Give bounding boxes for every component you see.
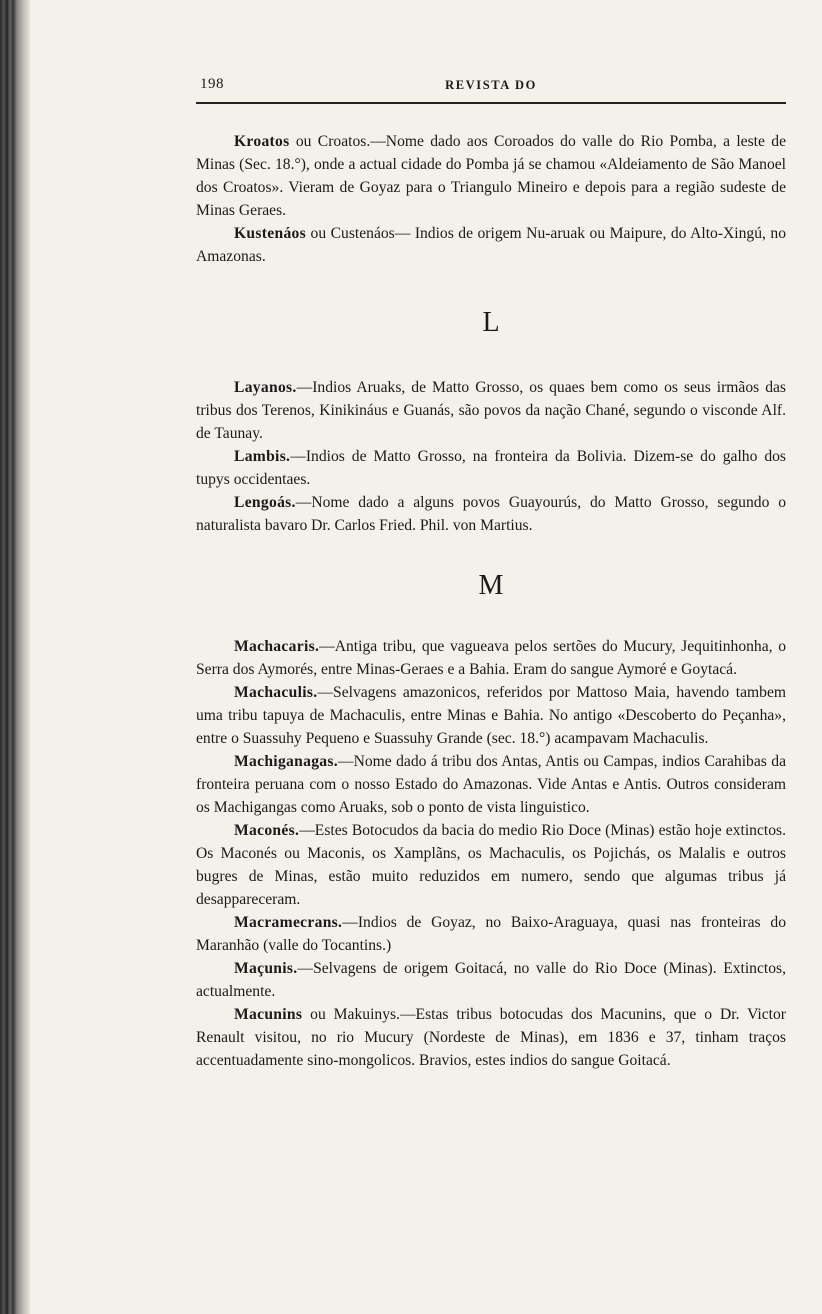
entry-headword: Macramecrans. [234, 914, 343, 931]
entry-macones [196, 819, 786, 911]
page-body [196, 130, 786, 1072]
entry-headword: Machaculis. [234, 684, 318, 701]
entry-headword: Layanos. [234, 379, 297, 396]
entry-headword: Kroatos [234, 133, 290, 150]
entry-text: —Nome dado á tribu dos Antas, Antis ou Campas, indios Carahibas da fronteira peruana com o nosso Estado do Amazonas. Vide Antas e Antis. Outros consideram os Machigangas como Aruaks, sob o ponto de vista linguistico. [196, 753, 786, 816]
entry-headword: Machacaris. [234, 638, 320, 655]
letter-heading-m: M [478, 570, 504, 601]
entry-kroatos [196, 130, 786, 222]
entry-text: —Indios de Matto Grosso, na fronteira da Bolivia. Dizem-se do galho dos tupys occidentaes. [196, 448, 786, 488]
entry-text: —Indios Aruaks, de Matto Grosso, os quaes bem como os seus irmãos das tribus dos Terenos, Kinikináus e Guanás, são povos da nação Chané, segundo o visconde Alf. de Taunay. [196, 379, 786, 442]
entry-kustenaos [196, 222, 786, 268]
entry-text: —Nome dado a alguns povos Guayourús, do Matto Grosso, segundo o naturalista bavaro Dr. Carlos Fried. Phil. von Martius. [196, 494, 786, 534]
entry-lengoas [196, 491, 786, 537]
entry-text: —Antiga tribu, que vagueava pelos sertões do Mucury, Jequitinhonha, o Serra dos Aymorés, entre Minas-Geraes e a Bahia. Eram do sangue Aymoré e Goytacá. [196, 638, 786, 678]
entry-headword: Kustenáos [234, 225, 307, 242]
letter-heading-l: L [482, 307, 500, 338]
page [196, 74, 786, 1072]
book-binding-edge [0, 0, 30, 1314]
entry-text: —Selvagens de origem Goitacá, no valle do Rio Doce (Minas). Extinctos, actualmente. [196, 960, 786, 1000]
entry-machacaris [196, 635, 786, 681]
entry-macunins [196, 1003, 786, 1072]
entry-text: ou Custenáos— Indios de origem Nu-aruak ou Maipure, do Alto-Xingú, no Amazonas. [196, 225, 786, 265]
page-number: 198 [200, 76, 224, 92]
entry-text: ou Makuinys.—Estas tribus botocudas dos Macunins, que o Dr. Victor Renault visitou, no rio Mucury (Nordeste de Minas), em 1836 e 37, tinham traços accentuadamente sino-mongolicos. Bravios, estes indios do sangue Goitacá. [196, 1006, 786, 1069]
entry-headword: Lengoás. [234, 494, 296, 511]
entry-machiganagas [196, 750, 786, 819]
entry-machaculis [196, 681, 786, 750]
entry-layanos [196, 376, 786, 445]
entry-lambis [196, 445, 786, 491]
header-rule [196, 102, 786, 104]
entry-headword: Maconés. [234, 822, 300, 839]
entry-headword: Macunins [234, 1006, 303, 1023]
entry-macunis [196, 957, 786, 1003]
entry-text: —Indios de Goyaz, no Baixo-Araguaya, quasi nas fronteiras do Maranhão (valle do Tocantins.) [196, 914, 786, 954]
entry-headword: Maçunis. [234, 960, 298, 977]
entry-text: —Selvagens amazonicos, referidos por Mattoso Maia, havendo tambem uma tribu tapuya de Machaculis, entre Minas e Bahia. No antigo «Descoberto do Peçanha», entre o Suassuhy Pequeno e Suassuhy Grande (sec. 18.°) acampavam Machaculis. [196, 684, 786, 747]
running-title: REVISTA DO [445, 78, 537, 92]
page-header [196, 74, 786, 96]
entry-macramecrans [196, 911, 786, 957]
entry-text: ou Croatos.—Nome dado aos Coroados do valle do Rio Pomba, a leste de Minas (Sec. 18.°), onde a actual cidade do Pomba já se chamou «Aldeiamento de São Manoel dos Croatos». Vieram de Goyaz para o Triangulo Mineiro e depois para a região sudeste de Minas Geraes. [196, 133, 786, 219]
entry-headword: Lambis. [234, 448, 291, 465]
entry-text: —Estes Botocudos da bacia do medio Rio Doce (Minas) estão hoje extinctos. Os Maconés ou Maconis, os Xamplãns, os Machaculis, os Pojichás, os Malalis e outros bugres de Minas, estão muito reduzidos em numero, sendo que algumas tribus já desappareceram. [196, 822, 786, 908]
entry-headword: Machiganagas. [234, 753, 338, 770]
